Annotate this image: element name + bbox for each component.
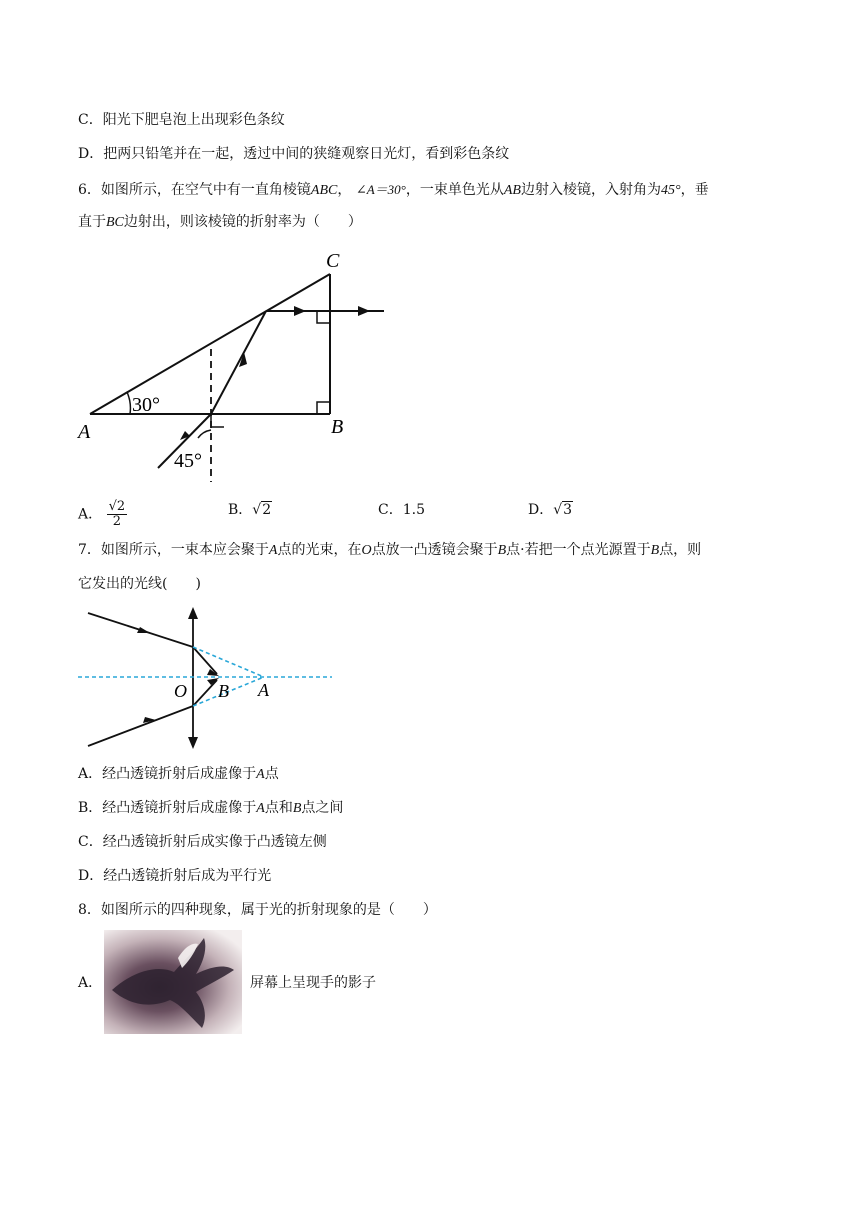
angle-30-label: 30° [132, 394, 160, 416]
lower-incident-ray [88, 706, 193, 746]
question-8-stem: 8．如图所示的四种现象，属于光的折射现象的是（ ） [78, 902, 437, 918]
label-a: A [258, 680, 269, 700]
fraction-denominator: 2 [112, 514, 121, 529]
sqrt-expression: √3 [553, 502, 573, 518]
q6-option-b [228, 500, 272, 520]
q7-option-b [78, 798, 343, 819]
lens-arrow-top [188, 607, 198, 619]
lens-diagram [70, 605, 340, 755]
option-prefix: B． [228, 502, 253, 518]
option-prefix: A． [78, 506, 103, 523]
right-angle-exit [317, 311, 330, 323]
option-text: 点和 [264, 800, 293, 816]
upper-extension [193, 647, 264, 677]
q6-text: 6．如图所示，在空气中有一直角棱镜 [78, 182, 311, 198]
q6-text: 边射出，则该棱镜的折射率为（ ） [123, 214, 362, 230]
arrowhead-emergent-1 [294, 306, 306, 316]
incident-angle: 45° [660, 183, 681, 198]
q7-text: 7．如图所示，一束本应会聚于 [78, 542, 269, 558]
right-angle-b [317, 402, 330, 414]
label-b: B [331, 416, 344, 438]
angle-45-label: 45° [174, 450, 202, 472]
question-6-line-2 [78, 212, 362, 233]
prism-diagram [70, 240, 400, 485]
arrowhead-upper [137, 627, 150, 633]
question-7-line-1 [78, 540, 701, 561]
q7-option-a [78, 764, 279, 785]
arrowhead-incident [180, 431, 190, 440]
hand-shadow-drawing [104, 930, 242, 1034]
question-6-line-1 [78, 180, 709, 201]
hand-shape [112, 938, 234, 1028]
point-label: B [292, 801, 302, 816]
fraction-numerator: √2 [108, 499, 126, 514]
prism-name: ABC [310, 183, 338, 198]
q6-option-a [78, 500, 127, 529]
q7-option-c: C．经凸透镜折射后成实像于凸透镜左侧 [78, 834, 327, 850]
q7-text: 点·若把一个点光源置于 [506, 542, 651, 558]
label-c: C [326, 250, 340, 272]
prism-side-ac [90, 274, 330, 414]
q6-text: 直于 [78, 214, 106, 230]
option-c-text: C．阳光下肥皂泡上出现彩色条纹 [78, 112, 285, 128]
option-text: B．经凸透镜折射后成虚像于 [78, 800, 257, 816]
fraction [107, 500, 128, 529]
point-label: B [650, 543, 660, 558]
q7-text: 点，则 [659, 542, 702, 558]
point-label: A [256, 801, 265, 816]
face-label: AB [503, 183, 521, 198]
upper-converged-ray [193, 647, 217, 674]
option-text: A．经凸透镜折射后成虚像于 [78, 766, 257, 782]
option-text: 点 [264, 766, 279, 782]
q8-option-a-text: 屏幕上呈现手的影子 [250, 975, 376, 991]
q6-text: 边射入棱镜，入射角为 [520, 182, 661, 198]
q7-option-d: D．经凸透镜折射后成为平行光 [78, 868, 272, 884]
angle-arc-30 [127, 392, 130, 414]
point-label: A [256, 767, 265, 782]
q6-option-c: C．1.5 [378, 502, 425, 518]
q7-text: 点的光束，在 [277, 542, 362, 558]
lower-converged-ray [193, 680, 217, 706]
exit-face: BC [106, 215, 124, 230]
q8-option-a-prefix: A． [78, 975, 103, 991]
option-d-text: D．把两只铅笔并在一起，透过中间的狭缝观察日光灯，看到彩色条纹 [78, 146, 510, 162]
point-label: B [497, 543, 507, 558]
hand-shadow-photo [104, 930, 242, 1034]
radicand: 2 [262, 502, 272, 518]
label-a: A [78, 421, 91, 443]
arrowhead-emergent-2 [358, 306, 370, 316]
angle-expression: ∠A＝30° [355, 182, 406, 197]
q6-option-d [528, 500, 573, 520]
option-prefix: D． [528, 502, 554, 518]
right-angle-normal [211, 414, 224, 427]
q6-text: ， [337, 182, 352, 198]
question-7-line-2: 它发出的光线( ) [78, 576, 201, 592]
label-b: B [218, 681, 229, 701]
lens-arrow-bottom [188, 737, 198, 749]
angle-arc-45 [198, 430, 211, 438]
sqrt-expression: √2 [252, 502, 272, 518]
q6-text: ，垂 [680, 182, 709, 198]
q6-text: ，一束单色光从 [405, 182, 504, 198]
radicand: 3 [563, 502, 573, 518]
option-text: 点之间 [301, 800, 344, 816]
point-label: O [361, 543, 372, 558]
label-o: O [174, 681, 187, 701]
q7-text: 点放一凸透镜会聚于 [371, 542, 498, 558]
point-label: A [268, 543, 278, 558]
